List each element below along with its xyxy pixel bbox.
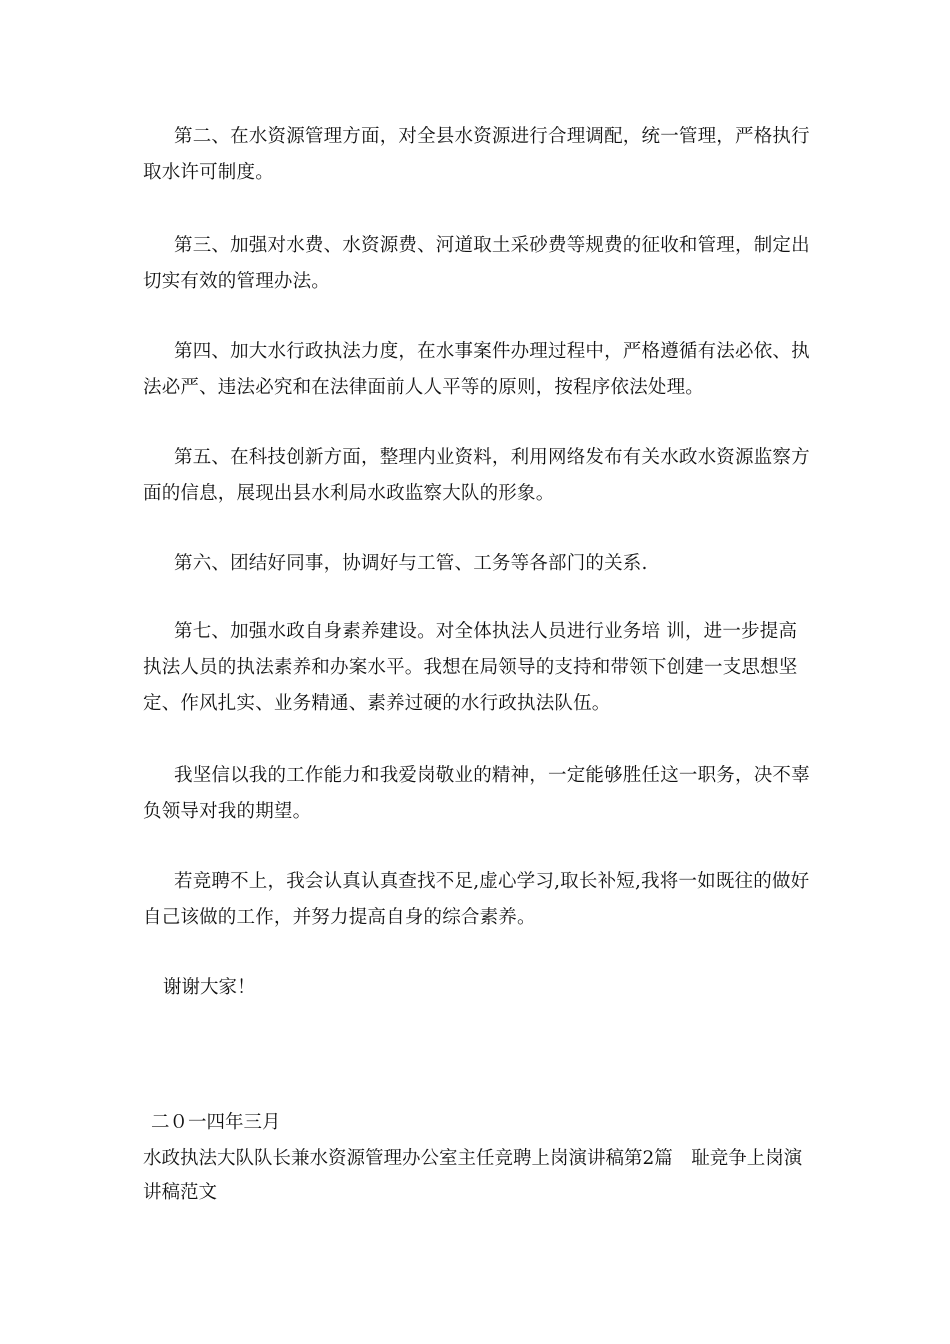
next-article-title: 水政执法大队队长兼水资源管理办公室主任竞聘上岗演讲稿第2篇 耻竞争上岗演讲稿范文: [143, 1148, 803, 1203]
paragraph-fallback: 若竞聘不上，我会认真认真查找不足,虚心学习,取长补短,我将一如既往的做好自己该做的工作，并努力提高自身的综合素养。: [143, 871, 810, 928]
paragraph-third: 第三、加强对水费、水资源费、河道取土采砂费等规费的征收和管理，制定出切实有效的管理办法。: [143, 235, 810, 292]
paragraph-sixth: 第六、团结好同事，协调好与工管、工务等各部门的关系.: [174, 553, 648, 574]
paragraph-second: 第二、在水资源管理方面，对全县水资源进行合理调配，统一管理，严格执行取水许可制度。: [143, 126, 810, 183]
closing-thanks: 谢谢大家！: [163, 977, 256, 998]
document-date: 二０一四年三月: [151, 1112, 281, 1133]
paragraph-fifth: 第五、在科技创新方面，整理内业资料，利用网络发布有关水政水资源监察方面的信息，展现出县水利局水政监察大队的形象。: [143, 447, 810, 504]
paragraph-fourth: 第四、加大水行政执法力度，在水事案件办理过程中，严格遵循有法必依、执法必严、违法必究和在法律面前人人平等的原则，按程序依法处理。: [143, 341, 810, 398]
paragraph-confidence: 我坚信以我的工作能力和我爱岗敬业的精神，一定能够胜任这一职务，决不辜负领导对我的期望。: [143, 765, 810, 822]
paragraph-seventh: 第七、加强水政自身素养建设。对全体执法人员进行业务培 训，进一步提高执法人员的执法素养和办案水平。我想在局领导的支持和带领下创建一支思想坚定、作风扎实、业务精通、素养过硬的水行政执法队伍。: [143, 621, 798, 714]
